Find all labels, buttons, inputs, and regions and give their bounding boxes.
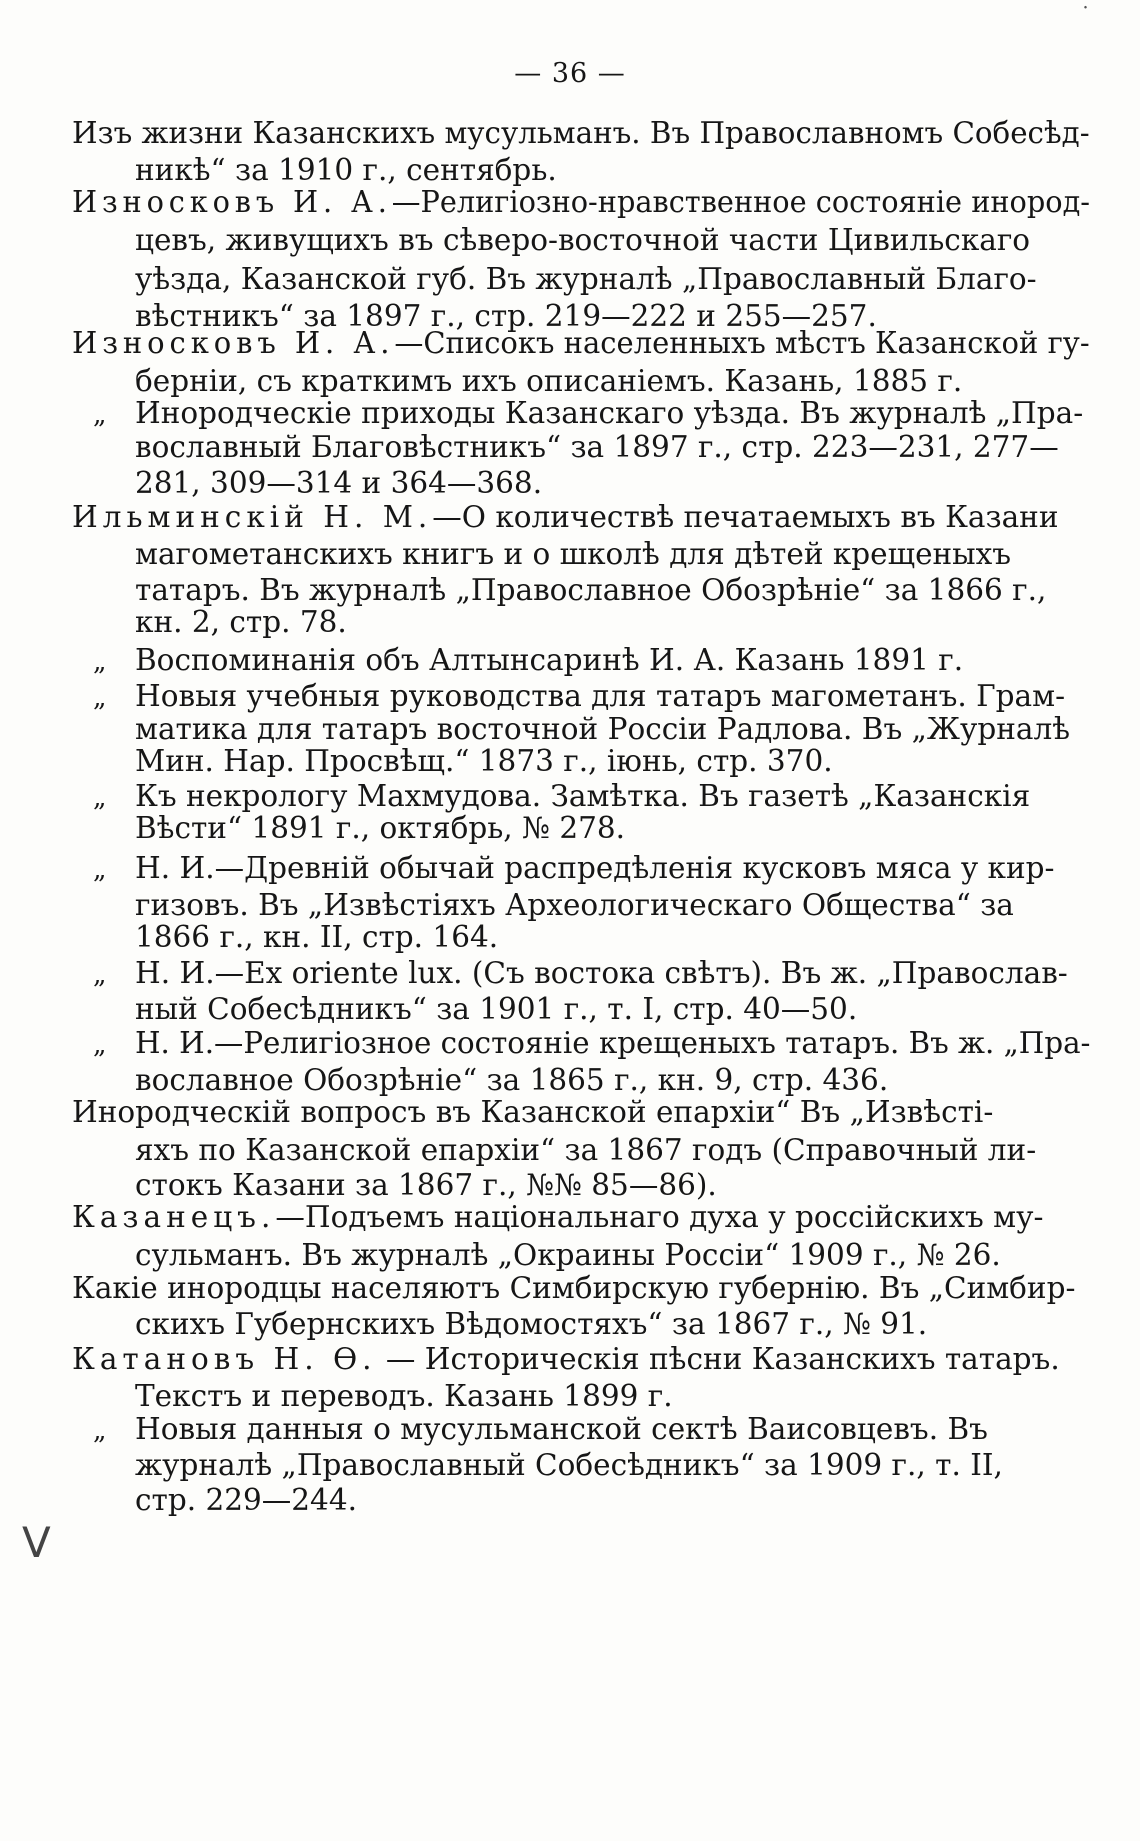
entry-line: Инородческіе приходы Казанскаго уѣзда. Въ журналѣ „Пра- (135, 396, 1084, 430)
entry-line: 1866 г., кн. II, стр. 164. (135, 920, 499, 954)
entry-line: сульманъ. Въ журналѣ „Окраины Россіи“ 1909 г., № 26. (135, 1238, 1001, 1272)
entry-line: Инородческій вопросъ въ Казанской епархіи“ Въ „Извѣсті- (72, 1095, 994, 1129)
entry-line: Къ некрологу Махмудова. Замѣтка. Въ газетѣ „Казанскія (135, 779, 1031, 813)
ditto-mark: „ (93, 400, 107, 430)
entry-author: Казанецъ. (72, 1200, 276, 1234)
entry-line: —О количествѣ печатаемыхъ въ Казани (432, 500, 1059, 534)
entry-line: ный Собесѣдникъ“ за 1901 г., т. I, стр. 40—50. (135, 992, 858, 1026)
ditto-mark: „ (93, 855, 107, 885)
entry-line: Н. И.—Древній обычай распредѣленія кусковъ мяса у кир- (135, 851, 1055, 885)
entry-line: вославный Благовѣстникъ“ за 1897 г., стр. 223—231, 277— (135, 430, 1059, 464)
entry-line: Воспоминанія объ Алтынсаринѣ И. А. Казань 1891 г. (135, 643, 964, 677)
entry-line: скихъ Губернскихъ Вѣдомостяхъ“ за 1867 г., № 91. (135, 1307, 928, 1341)
entry-line: стокъ Казани за 1867 г., №№ 85—86). (135, 1168, 717, 1202)
entry-line: Н. И.—Религіозное состояніе крещеныхъ татаръ. Въ ж. „Пра- (135, 1026, 1091, 1060)
ditto-mark: „ (93, 960, 107, 990)
ditto-mark: „ (93, 783, 107, 813)
entry-line: цевъ, живущихъ въ сѣверо-восточной части Цивильскаго (135, 223, 1031, 257)
ditto-mark: „ (93, 647, 107, 677)
margin-note: V (22, 1518, 51, 1567)
entry-line: Изъ жизни Казанскихъ мусульманъ. Въ Православномъ Собесѣд- (72, 116, 1090, 150)
ditto-mark: „ (93, 683, 107, 713)
entry-line: кн. 2, стр. 78. (135, 605, 347, 639)
entry-line: 281, 309—314 и 364—368. (135, 466, 543, 500)
entry-line: стр. 229—244. (135, 1483, 357, 1517)
entry-line: матика для татаръ восточной Россіи Радлова. Въ „Журналѣ (135, 712, 1071, 746)
entry-line: уѣзда, Казанской губ. Въ журналѣ „Православный Благо- (135, 262, 1037, 296)
entry-author: Износковъ И. А. (72, 326, 395, 360)
entry-line: Какіе инородцы населяютъ Симбирскую губернію. Въ „Симбир- (72, 1271, 1076, 1305)
entry-line: Мин. Нар. Просвѣщ.“ 1873 г., іюнь, стр. 370. (135, 744, 833, 778)
entry-line: вѣстникъ“ за 1897 г., стр. 219—222 и 255—257. (135, 299, 877, 333)
entry-line: Н. И.—Ex oriente lux. (Съ востока свѣтъ). Въ ж. „Православ- (135, 956, 1068, 990)
entry-line: —Религіозно-нравственное состояніе инород- (391, 185, 1091, 219)
entry-line: Вѣсти“ 1891 г., октябрь, № 278. (135, 811, 626, 845)
entry-author: Износковъ И. А. (72, 185, 392, 219)
ditto-mark: „ (93, 1416, 107, 1446)
entry-line: Новыя учебныя руководства для татаръ магометанъ. Грам- (135, 679, 1066, 713)
entry-line: журналѣ „Православный Собесѣдникъ“ за 1909 г., т. II, (135, 1448, 1003, 1482)
corner-mark: ˙ (1080, 4, 1091, 29)
entry-line: магометанскихъ книгъ и о школѣ для дѣтей крещеныхъ (135, 537, 1012, 571)
entry-line: —Подъемъ національнаго духа у россійскихъ му- (275, 1200, 1044, 1234)
entry-author: Ильминскій Н. М. (72, 500, 433, 534)
entry-author: Катановъ Н. Ѳ. (72, 1342, 377, 1376)
entry-line: татаръ. Въ журналѣ „Православное Обозрѣніе“ за 1866 г., (135, 573, 1047, 607)
entry-line: вославное Обозрѣніе“ за 1865 г., кн. 9, стр. 436. (135, 1063, 889, 1097)
entry-line: — Историческія пѣсни Казанскихъ татаръ. (376, 1342, 1060, 1376)
entry-line: Новыя данныя о мусульманской сектѣ Ваисовцевъ. Въ (135, 1412, 988, 1446)
entry-line: яхъ по Казанской епархіи“ за 1867 годъ (Справочный ли- (135, 1133, 1037, 1167)
ditto-mark: „ (93, 1030, 107, 1060)
entry-line: гизовъ. Въ „Извѣстіяхъ Археологическаго Общества“ за (135, 888, 1014, 922)
entry-line: никѣ“ за 1910 г., сентябрь. (135, 153, 557, 187)
entry-line: Текстъ и переводъ. Казань 1899 г. (135, 1379, 673, 1413)
entry-line: берніи, съ краткимъ ихъ описаніемъ. Казань, 1885 г. (135, 364, 963, 398)
page-number: — 36 — (514, 58, 626, 89)
entry-line: —Списокъ населенныхъ мѣстъ Казанской гу- (394, 326, 1090, 360)
